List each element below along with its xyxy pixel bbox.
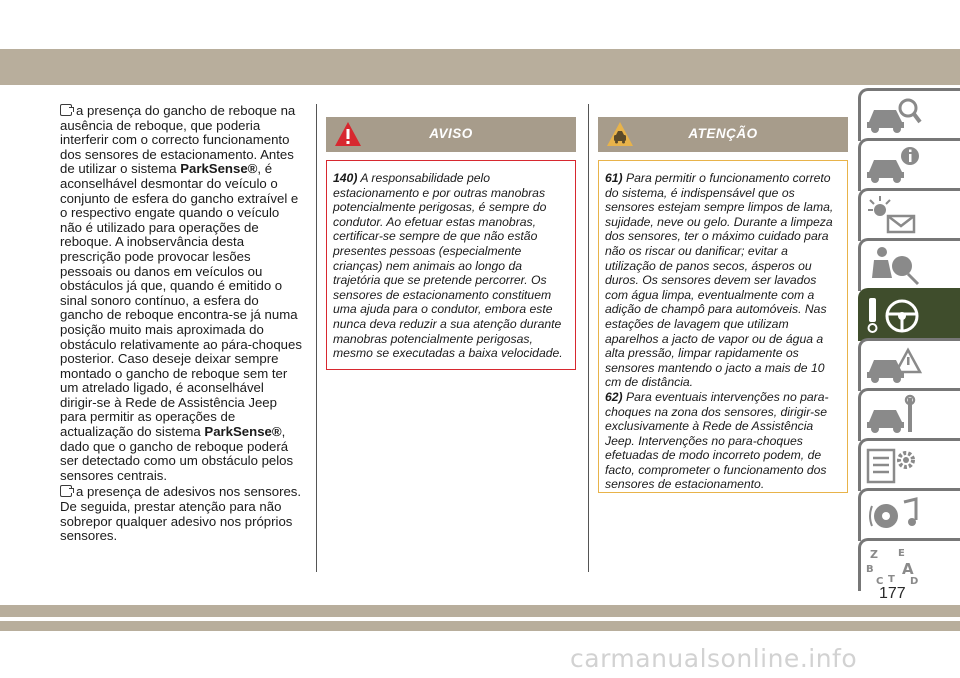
- bullet-icon: [60, 485, 72, 497]
- multimedia-music-icon: [864, 494, 924, 536]
- warning-light-mail-icon: [864, 194, 924, 236]
- note-number: 140): [333, 171, 358, 185]
- tab-multimedia[interactable]: [858, 488, 960, 541]
- bottom-line: [0, 621, 960, 631]
- item-text: , dado que o gancho de reboque poderá ser detectado como um obstáculo pelos sensores centrais.: [60, 424, 294, 483]
- note-number: 62): [605, 389, 623, 404]
- chapter-tabs: [858, 88, 960, 584]
- atencao-header: [598, 117, 848, 152]
- seat-airbag-icon: [864, 244, 924, 286]
- svg-text:B: B: [866, 564, 874, 575]
- left-text-column: [60, 104, 304, 544]
- bullet-item-tow-hook: [60, 104, 304, 483]
- svg-text:E: E: [898, 548, 905, 559]
- aviso-box: [326, 160, 576, 370]
- svg-text:D: D: [910, 576, 919, 586]
- car-info-icon: [864, 144, 924, 186]
- item-text: , é aconselhável desmontar do veículo o conjunto de esfera do gancho extraível e o respectivo engate quando o veículo não é utilizado para operações de reboque. A inobservância desta prescrição pode provocar lesões pessoais ou danos em veículos ou obstáculos já que, quando é emitido o sinal sonoro contínuo, a esfera do gancho de reboque encontra-se já numa posição muito mais aproximada do obstáculo relativamente ao pára-choques posterior. Caso deseje deixar sempre montado o gancho de reboque sem ter um atrelado ligado, é aconselhável dirigir-se à Rede de Assistência Jeep para permitir as operações de actualização do sistema: [60, 161, 302, 440]
- svg-text:Z: Z: [870, 548, 878, 561]
- aviso-text: A responsabilidade pelo estacionamento e por outras manobras potencialmente perigosas, é sempre do condutor. Ao efetuar estas manobras, certificar-se sempre de que não estão presentes pessoas (especialmente crianças) nem animais ao longo da trajetória que se pretende percorrer. Os sensores de estacionamento constituem uma ajuda para o condutor, embora este nunca deva reduzir a sua atenção durante manobras potencialmente perigosas, mesmo se executadas a baixa velocidade.: [333, 171, 563, 361]
- tab-emergency[interactable]: [858, 338, 960, 391]
- key-steering-wheel-icon: [864, 294, 924, 336]
- tab-safety[interactable]: [858, 188, 960, 241]
- tab-seats[interactable]: [858, 238, 960, 291]
- column-divider: [588, 104, 589, 572]
- tab-technical-data[interactable]: [858, 438, 960, 491]
- brand-parksense: ParkSense®: [180, 161, 258, 177]
- alphabetic-index-icon: [864, 544, 924, 586]
- note-number: 61): [605, 171, 623, 185]
- bullet-icon: [60, 104, 72, 116]
- column-divider: [316, 104, 317, 572]
- watermark-text[interactable]: carmanualsonline.info: [570, 644, 858, 673]
- top-color-bar: [0, 49, 960, 85]
- bottom-line: [0, 605, 960, 617]
- specs-gear-icon: [864, 444, 924, 486]
- tab-index[interactable]: [858, 538, 960, 591]
- car-service-tools-icon: [864, 394, 924, 436]
- car-crash-warning-icon: [864, 344, 924, 386]
- top-band: [0, 0, 960, 85]
- aviso-header: [326, 117, 576, 152]
- bullet-item-stickers: [60, 485, 304, 543]
- atencao-box: [598, 160, 848, 493]
- car-search-icon: [864, 94, 924, 136]
- brand-parksense: ParkSense®: [204, 424, 282, 440]
- item-text: a presença de adesivos nos sensores. De seguida, prestar atenção para não sobrepor qualquer adesivo nos próprios sensores.: [60, 484, 302, 544]
- tab-servicing[interactable]: [858, 388, 960, 441]
- atencao-title: ATENÇÃO: [688, 126, 758, 141]
- page-number: 177: [879, 585, 906, 602]
- item-text: a presença do gancho de reboque na ausência de reboque, que poderia interferir com o correcto funcionamento dos sensores de estacionamento. Antes de utilizar o sistema: [60, 103, 296, 177]
- tab-starting-driving[interactable]: [858, 288, 960, 341]
- svg-text:A: A: [902, 560, 914, 578]
- svg-text:T: T: [888, 574, 895, 585]
- atencao-text: Para permitir o funcionamento correto do sistema, é indispensável que os sensores estejam sempre limpos de lama, sujidade, neve ou gelo. Durante a limpeza dos sensores, ter o máximo cuidado para não os riscar ou danificar; evitar a utilização de panos secos, ásperos ou duros. Os sensores devem ser lavados com água limpa, eventualmente com a adição de champô para automóveis. Nas estações de lavagem que utilizam aparelhos a jacto de vapor ou de água a alta pressão, limpar rapidamente os sensores mantendo o jacto a mais de 10 cm de distância.: [605, 171, 834, 390]
- tab-dashboard[interactable]: [858, 138, 960, 191]
- atencao-text: Para eventuais intervenções no para-choques na zona dos sensores, dirigir-se exclusivamente à Rede de Assistência Jeep. Intervenções no para-choques efetuadas de modo incorreto podem, de facto, comprometer o funcionamento dos sensores de estacionamento.: [605, 389, 829, 492]
- svg-text:C: C: [876, 576, 884, 586]
- aviso-title: AVISO: [429, 126, 473, 141]
- tab-getting-to-know[interactable]: [858, 88, 960, 141]
